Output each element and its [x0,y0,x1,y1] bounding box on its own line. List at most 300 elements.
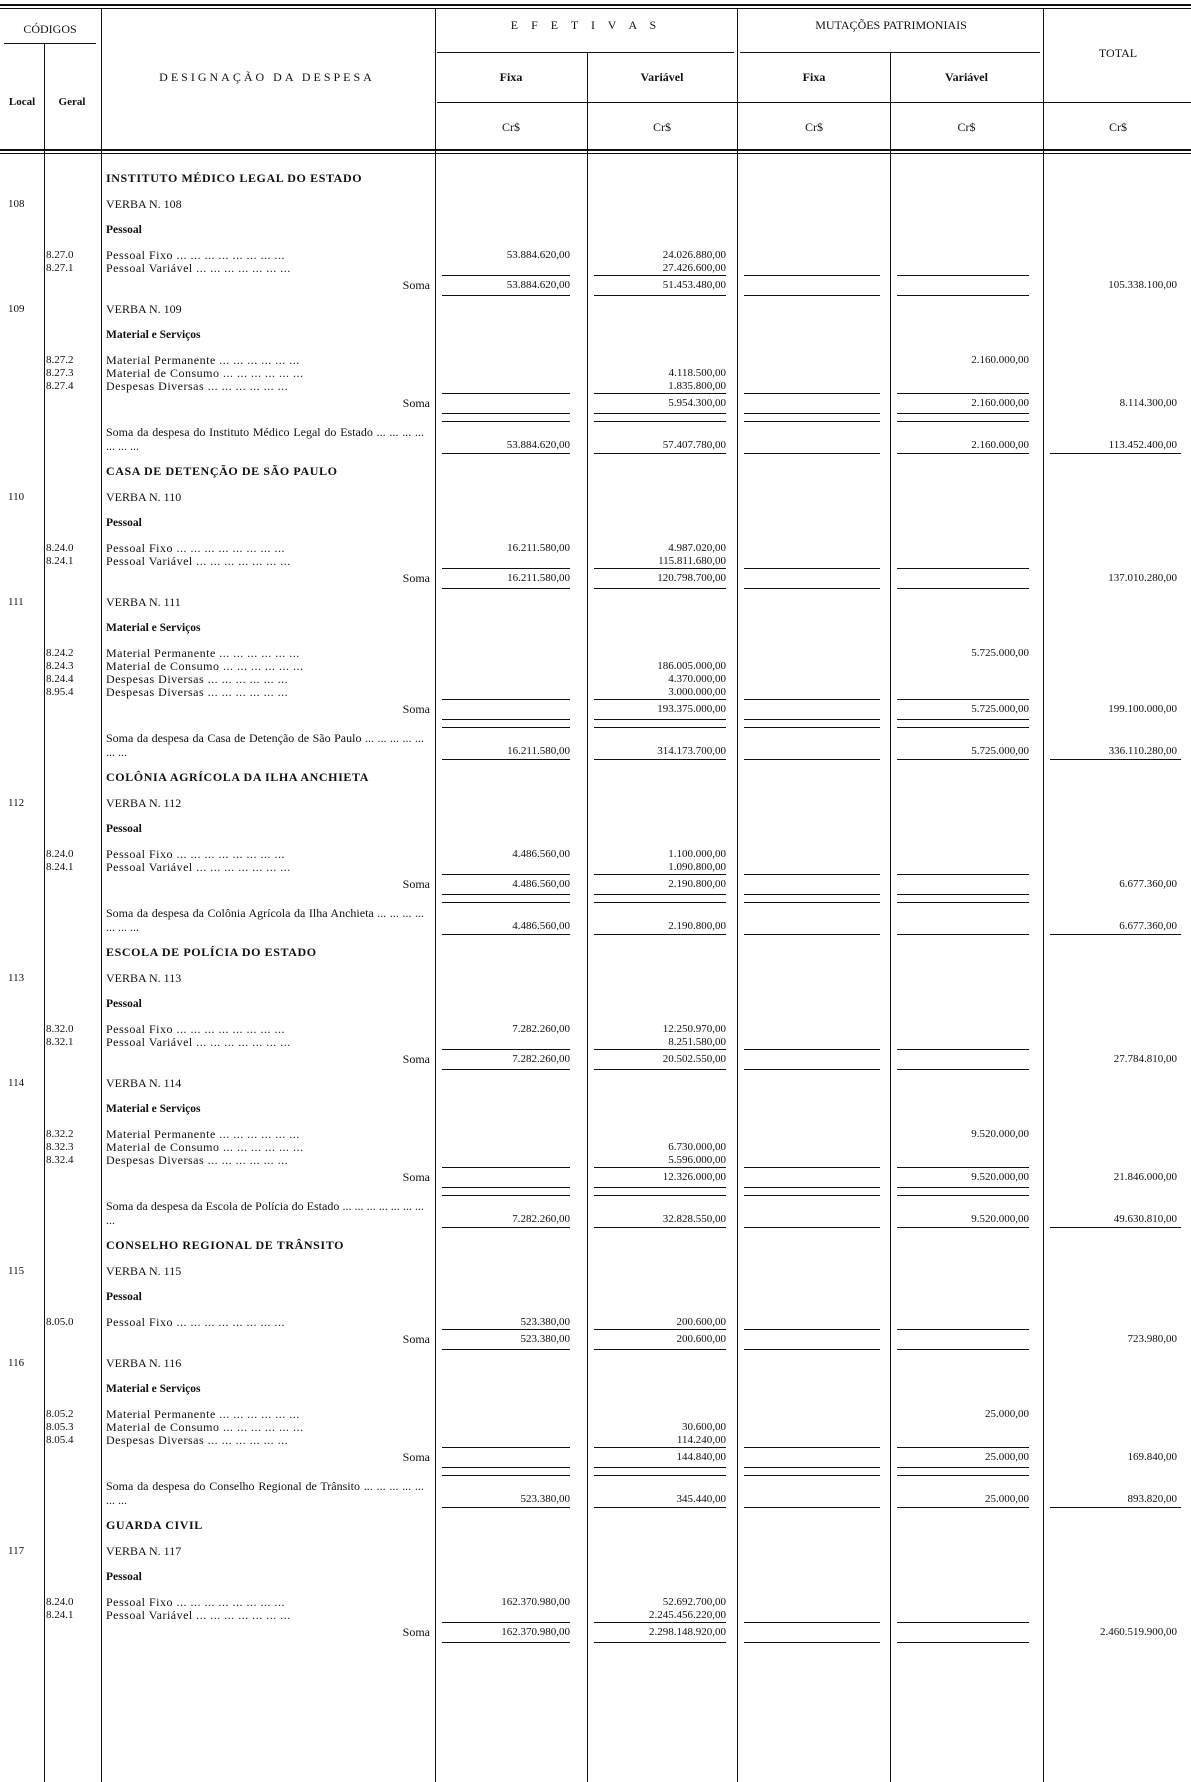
soma-rule-top [594,275,726,276]
summary-rule-bottom [897,453,1029,454]
local-code: 113 [8,972,25,984]
amount-ev: 345.440,00 [676,1493,726,1505]
amount-ev: 1.090.800,00 [668,861,726,873]
soma-label: Soma [402,1052,430,1066]
soma-rule-top [897,1447,1029,1448]
amount-mv: 9.520.000,00 [971,1213,1029,1225]
top-rule-2 [0,8,1191,9]
soma-rule-top [744,568,880,569]
soma-rule-bottom [594,1467,726,1468]
amount-ev: 2.190.800,00 [668,878,726,890]
soma-label: Soma [402,1625,430,1639]
geral-code: 8.24.4 [46,673,74,685]
geral-code: 8.05.0 [46,1316,74,1328]
section-title: GUARDA CIVIL [106,1518,203,1532]
soma-rule-bottom [744,413,880,414]
summary-rule-bottom [897,759,1029,760]
soma-rule-top [744,1447,880,1448]
geral-code: 8.05.4 [46,1434,74,1446]
soma-rule-bottom [744,894,880,895]
soma-rule-top [744,1049,880,1050]
item-description: Pessoal Variável ... ... ... ... ... ... ... [106,1609,291,1622]
soma-rule-bottom [442,894,570,895]
summary-rule-bottom [744,934,880,935]
summary-rule-total [1050,1227,1181,1228]
soma-rule-bottom [442,1642,570,1643]
amount-tot: 105.338.100,00 [1108,279,1177,291]
amount-ev: 144.840,00 [676,1451,726,1463]
soma-rule-bottom [744,1069,880,1070]
geral-code: 8.24.2 [46,647,74,659]
soma-rule-top [594,699,726,700]
header-codigos-rule [4,43,96,44]
summary-rule-top [744,1195,880,1196]
amount-tot: 8.114.300,00 [1119,397,1177,409]
amount-mv: 5.725.000,00 [971,703,1029,715]
section-title: COLÔNIA AGRÍCOLA DA ILHA ANCHIETA [106,770,369,784]
summary-rule-bottom [594,453,726,454]
amount-ev: 52.692.700,00 [662,1596,726,1608]
soma-rule-bottom [897,1642,1029,1643]
soma-rule-bottom [594,1069,726,1070]
item-description: Pessoal Variável ... ... ... ... ... ... ... [106,555,291,568]
category-label: Pessoal [106,823,142,835]
soma-rule-top [897,393,1029,394]
summary-rule-bottom [442,934,570,935]
verba-title: VERBA N. 110 [106,490,182,504]
amount-mv: 2.160.000,00 [971,354,1029,366]
amount-ef: 7.282.260,00 [512,1213,570,1225]
amount-ev: 30.600,00 [682,1421,726,1433]
summary-rule-bottom [442,759,570,760]
soma-label: Soma [402,396,430,410]
item-description: Despesas Diversas ... ... ... ... ... ... [106,1154,289,1167]
item-description: Material de Consumo ... ... ... ... ... ... [106,1141,304,1154]
amount-ef: 7.282.260,00 [512,1023,570,1035]
summary-rule-bottom [594,934,726,935]
summary-rule-bottom [442,1227,570,1228]
verba-title: VERBA N. 114 [106,1076,182,1090]
summary-rule-bottom [897,1507,1029,1508]
summary-rule-top [744,727,880,728]
local-code: 111 [8,596,24,608]
amount-ev: 1.100.000,00 [668,848,726,860]
geral-code: 8.32.1 [46,1036,74,1048]
summary-rule-bottom [594,759,726,760]
amount-tot: 6.677.360,00 [1119,920,1177,932]
header-efetivas-variavel: Variável [640,70,684,84]
summary-rule-bottom [594,1227,726,1228]
item-description: Pessoal Fixo ... ... ... ... ... ... ... ... [106,1023,286,1036]
amount-ev: 5.596.000,00 [668,1154,726,1166]
geral-code: 8.05.3 [46,1421,74,1433]
soma-rule-top [442,1622,570,1623]
geral-code: 8.24.1 [46,1609,74,1621]
summary-rule-top [594,727,726,728]
soma-rule-top [897,1622,1029,1623]
soma-rule-top [442,699,570,700]
soma-rule-top [744,1167,880,1168]
category-label: Pessoal [106,1571,142,1583]
geral-code: 8.32.0 [46,1023,74,1035]
summary-rule-top [594,902,726,903]
top-rule-1 [0,4,1191,6]
section-title: INSTITUTO MÉDICO LEGAL DO ESTADO [106,171,363,185]
amount-ev: 6.730.000,00 [668,1141,726,1153]
geral-code: 8.24.3 [46,660,74,672]
header-efetivas-rule [437,52,734,53]
header-currency-rule [437,102,1191,103]
summary-rule-bottom [897,934,1029,935]
geral-code: 8.24.1 [46,861,74,873]
summary-rule-top [594,1475,726,1476]
verba-title: VERBA N. 109 [106,302,182,316]
amount-ev: 8.251.580,00 [668,1036,726,1048]
soma-rule-bottom [744,1467,880,1468]
amount-tot: 6.677.360,00 [1119,878,1177,890]
amount-ev: 3.000.000,00 [668,686,726,698]
soma-rule-top [744,1622,880,1623]
col-rule-ef [587,52,588,1782]
amount-ef: 53.884.620,00 [506,439,570,451]
summary-rule-top [744,902,880,903]
summary-rule-bottom [744,1227,880,1228]
summary-label: Soma da despesa da Colônia Agrícola da Ilha Anchieta ... ... ... ... ... ... ... [106,906,424,934]
soma-rule-bottom [594,1187,726,1188]
verba-title: VERBA N. 113 [106,971,182,985]
summary-rule-top [897,421,1029,422]
soma-rule-bottom [442,1187,570,1188]
summary-rule-top [442,1195,570,1196]
header-bottom-rule-1 [0,149,1191,151]
verba-title: VERBA N. 117 [106,1544,182,1558]
header-local: Local [8,96,36,108]
amount-mv: 25.000,00 [985,1408,1029,1420]
soma-rule-top [442,874,570,875]
soma-rule-bottom [594,413,726,414]
soma-rule-bottom [744,295,880,296]
geral-code: 8.32.2 [46,1128,74,1140]
geral-code: 8.95.4 [46,686,74,698]
amount-ev: 4.987.020,00 [668,542,726,554]
summary-rule-top [897,1195,1029,1196]
category-label: Pessoal [106,517,142,529]
soma-rule-top [594,874,726,875]
soma-rule-bottom [744,1187,880,1188]
amount-tot: 336.110.280,00 [1108,745,1177,757]
header-bottom-rule-2 [0,153,1191,154]
header-mutacoes-fixa: Fixa [802,70,826,84]
soma-rule-top [594,1622,726,1623]
amount-ef: 16.211.580,00 [507,542,570,554]
amount-ef: 4.486.560,00 [512,920,570,932]
currency-efetivas-variavel: Cr$ [653,120,671,134]
local-code: 112 [8,797,25,809]
geral-code: 8.27.3 [46,367,74,379]
item-description: Material de Consumo ... ... ... ... ... ... [106,660,304,673]
soma-rule-bottom [594,719,726,720]
summary-label: Soma da despesa da Casa de Detenção de São Paulo ... ... ... ... ... ... ... [106,731,424,759]
category-label: Material e Serviços [106,1383,201,1395]
soma-rule-bottom [897,413,1029,414]
summary-rule-bottom [897,1227,1029,1228]
geral-code: 8.24.0 [46,1596,74,1608]
amount-ev: 314.173.700,00 [657,745,726,757]
geral-code: 8.27.4 [46,380,74,392]
item-description: Pessoal Variável ... ... ... ... ... ... ... [106,1036,291,1049]
soma-rule-top [897,1049,1029,1050]
soma-rule-top [442,1329,570,1330]
header-designacao: DESIGNAÇÃO DA DESPESA [159,70,375,84]
amount-ef: 53.884.620,00 [506,279,570,291]
amount-mv: 9.520.000,00 [971,1128,1029,1140]
category-label: Material e Serviços [106,1103,201,1115]
local-code: 109 [8,303,25,315]
item-description: Pessoal Fixo ... ... ... ... ... ... ... ... [106,542,286,555]
amount-ev: 200.600,00 [676,1316,726,1328]
soma-rule-bottom [897,295,1029,296]
soma-rule-bottom [897,1349,1029,1350]
soma-rule-bottom [594,588,726,589]
summary-rule-top [442,727,570,728]
verba-title: VERBA N. 112 [106,796,182,810]
soma-label: Soma [402,571,430,585]
summary-rule-bottom [442,453,570,454]
amount-ef: 523.380,00 [520,1316,570,1328]
amount-ev: 2.190.800,00 [668,920,726,932]
local-code: 116 [8,1357,25,1369]
soma-rule-bottom [744,719,880,720]
item-description: Pessoal Fixo ... ... ... ... ... ... ... ... [106,848,286,861]
currency-total: Cr$ [1109,120,1127,134]
summary-rule-top [897,1475,1029,1476]
amount-mv: 25.000,00 [985,1493,1029,1505]
summary-rule-total [1050,1507,1181,1508]
amount-ef: 4.486.560,00 [512,848,570,860]
geral-code: 8.24.1 [46,555,74,567]
summary-rule-top [442,421,570,422]
soma-rule-bottom [442,1467,570,1468]
summary-rule-top [594,1195,726,1196]
amount-tot: 21.846.000,00 [1113,1171,1177,1183]
header-efetivas: E F E T I V A S [510,18,662,32]
soma-rule-top [594,393,726,394]
soma-rule-top [744,874,880,875]
soma-label: Soma [402,1450,430,1464]
soma-rule-top [897,1167,1029,1168]
amount-ev: 24.026.880,00 [662,249,726,261]
geral-code: 8.32.3 [46,1141,74,1153]
category-label: Pessoal [106,1291,142,1303]
amount-mv: 5.725.000,00 [971,745,1029,757]
amount-tot: 893.820,00 [1127,1493,1177,1505]
category-label: Pessoal [106,998,142,1010]
header-geral: Geral [58,96,86,108]
soma-rule-bottom [897,719,1029,720]
soma-rule-bottom [442,413,570,414]
amount-ev: 27.426.600,00 [662,262,726,274]
soma-rule-top [442,1049,570,1050]
amount-mv: 25.000,00 [985,1451,1029,1463]
col-rule-ev [737,8,738,1782]
amount-ev: 186.005.000,00 [657,660,726,672]
summary-label: Soma da despesa da Escola de Polícia do Estado ... ... ... ... ... ... ... ... [106,1199,424,1227]
col-rule-mf [890,52,891,1782]
amount-ev: 20.502.550,00 [662,1053,726,1065]
amount-ev: 2.245.456.220,00 [649,1609,726,1621]
soma-rule-top [594,1049,726,1050]
amount-ev: 193.375.000,00 [657,703,726,715]
category-label: Material e Serviços [106,329,201,341]
soma-rule-top [897,699,1029,700]
amount-tot: 27.784.810,00 [1113,1053,1177,1065]
amount-tot: 723.980,00 [1127,1333,1177,1345]
soma-rule-bottom [897,1187,1029,1188]
soma-rule-bottom [442,588,570,589]
summary-rule-top [442,1475,570,1476]
amount-ev: 12.326.000,00 [662,1171,726,1183]
amount-ef: 523.380,00 [520,1333,570,1345]
amount-mv: 2.160.000,00 [971,397,1029,409]
soma-label: Soma [402,1332,430,1346]
item-description: Pessoal Variável ... ... ... ... ... ... ... [106,861,291,874]
col-rule-mv [1043,8,1044,1782]
item-description: Material Permanente ... ... ... ... ... ... [106,1408,300,1421]
soma-rule-top [594,1167,726,1168]
header-mutacoes-variavel: Variável [945,70,988,84]
soma-rule-bottom [594,1349,726,1350]
amount-tot: 113.452.400,00 [1108,439,1177,451]
item-description: Despesas Diversas ... ... ... ... ... ... [106,686,289,699]
geral-code: 8.32.4 [46,1154,74,1166]
geral-code: 8.27.1 [46,262,74,274]
currency-mutacoes-fixa: Cr$ [805,120,823,134]
amount-tot: 49.630.810,00 [1113,1213,1177,1225]
soma-rule-top [744,1329,880,1330]
col-rule-designacao [435,8,436,1782]
local-code: 117 [8,1545,25,1557]
amount-ef: 162.370.980,00 [501,1626,570,1638]
soma-rule-top [897,568,1029,569]
soma-rule-bottom [594,894,726,895]
soma-rule-bottom [442,1349,570,1350]
currency-mutacoes-variavel: Cr$ [957,120,976,134]
geral-code: 8.27.0 [46,249,74,261]
amount-ev: 2.298.148.920,00 [649,1626,726,1638]
geral-code: 8.24.0 [46,542,74,554]
summary-rule-top [744,1475,880,1476]
soma-rule-top [744,393,880,394]
summary-rule-bottom [744,1507,880,1508]
amount-ev: 1.835.800,00 [668,380,726,392]
soma-rule-bottom [744,588,880,589]
summary-rule-top [897,902,1029,903]
summary-rule-bottom [594,1507,726,1508]
soma-rule-top [442,1167,570,1168]
amount-tot: 2.460.519.900,00 [1100,1626,1177,1638]
section-title: CASA DE DETENÇÃO DE SÃO PAULO [106,464,338,478]
category-label: Material e Serviços [106,622,201,634]
soma-rule-top [897,275,1029,276]
amount-tot: 137.010.280,00 [1108,572,1177,584]
local-code: 108 [8,198,25,210]
amount-tot: 199.100.000,00 [1108,703,1177,715]
item-description: Pessoal Fixo ... ... ... ... ... ... ... ... [106,249,286,262]
geral-code: 8.05.2 [46,1408,74,1420]
summary-rule-total [1050,934,1181,935]
item-description: Material Permanente ... ... ... ... ... ... [106,1128,300,1141]
item-description: Material Permanente ... ... ... ... ... ... [106,354,300,367]
amount-ef: 523.380,00 [520,1493,570,1505]
summary-label: Soma da despesa do Instituto Médico Legal do Estado ... ... ... ... ... ... ... [106,425,424,453]
amount-ef: 162.370.980,00 [501,1596,570,1608]
amount-mv: 9.520.000,00 [971,1171,1029,1183]
verba-title: VERBA N. 115 [106,1264,182,1278]
item-description: Despesas Diversas ... ... ... ... ... ... [106,673,289,686]
soma-rule-bottom [442,295,570,296]
soma-rule-top [744,699,880,700]
soma-rule-bottom [594,295,726,296]
amount-ev: 5.954.300,00 [668,397,726,409]
item-description: Pessoal Fixo ... ... ... ... ... ... ... ... [106,1596,286,1609]
amount-ev: 115.811.680,00 [658,555,726,567]
col-rule-local [44,44,45,1782]
soma-label: Soma [402,1170,430,1184]
amount-ef: 4.486.560,00 [512,878,570,890]
amount-ev: 4.370.000,00 [668,673,726,685]
soma-rule-top [594,1447,726,1448]
amount-ev: 51.453.480,00 [662,279,726,291]
amount-ev: 114.240,00 [676,1434,726,1446]
amount-ef: 16.211.580,00 [507,745,570,757]
soma-rule-bottom [897,1467,1029,1468]
amount-ef: 16.211.580,00 [507,572,570,584]
item-description: Despesas Diversas ... ... ... ... ... ... [106,1434,289,1447]
category-label: Pessoal [106,224,142,236]
soma-label: Soma [402,702,430,716]
col-rule-geral [101,8,102,1782]
summary-rule-top [594,421,726,422]
header-mutacoes: MUTAÇÕES PATRIMONIAIS [815,18,967,32]
item-description: Pessoal Fixo ... ... ... ... ... ... ... ... [106,1316,286,1329]
summary-rule-top [744,421,880,422]
section-title: CONSELHO REGIONAL DE TRÂNSITO [106,1238,345,1252]
soma-rule-bottom [897,894,1029,895]
item-description: Despesas Diversas ... ... ... ... ... ... [106,380,289,393]
soma-rule-bottom [442,1069,570,1070]
soma-rule-top [594,568,726,569]
soma-rule-bottom [442,719,570,720]
header-codigos: CÓDIGOS [23,22,77,36]
summary-rule-bottom [744,453,880,454]
amount-ev: 57.407.780,00 [662,439,726,451]
soma-rule-top [897,1329,1029,1330]
item-description: Material Permanente ... ... ... ... ... ... [106,647,300,660]
item-description: Material de Consumo ... ... ... ... ... ... [106,1421,304,1434]
summary-rule-bottom [442,1507,570,1508]
currency-efetivas-fixa: Cr$ [502,120,520,134]
item-description: Material de Consumo ... ... ... ... ... ... [106,367,304,380]
soma-rule-bottom [594,1642,726,1643]
amount-ev: 12.250.970,00 [662,1023,726,1035]
summary-rule-top [897,727,1029,728]
soma-rule-top [897,874,1029,875]
soma-label: Soma [402,278,430,292]
amount-ev: 120.798.700,00 [657,572,726,584]
amount-ev: 200.600,00 [676,1333,726,1345]
summary-rule-total [1050,759,1181,760]
summary-rule-bottom [744,759,880,760]
